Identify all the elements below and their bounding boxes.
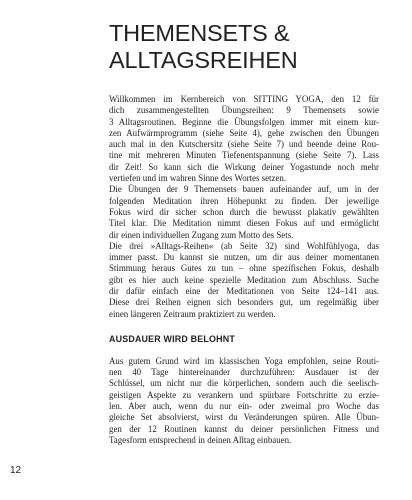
text-line: gen der 12 Routinen kannst du deiner persönlichen Fitness und <box>109 423 379 434</box>
text-line: folgenden Meditation ihren Höhepunkt zu finden. Der jeweilige <box>109 195 379 206</box>
text-line: gleiche Set absolvierst, wirst du Veränderungen spüren. Alle Übun- <box>109 412 379 423</box>
text-line: Aus gutem Grund wird im klassischen Yoga empfohlen, seine Routi- <box>109 355 379 366</box>
text-line: Die Übungen der 9 Themensets bauen aufeinander auf, um in der <box>109 184 379 195</box>
intro-paragraph-2 <box>109 184 379 240</box>
page-title <box>109 20 298 74</box>
text-line: immer passt. Du kannst sie nutzen, um dir aus deiner momentanen <box>109 252 379 263</box>
text-line: zen Aufwärmprogramm (siehe Seite 4), gehe zwischen den Übungen <box>109 127 379 138</box>
text-line: dich zusammengestellten Übungsreihen: 9 Themensets sowie <box>109 105 379 116</box>
text-line: einen längeren Zeitraum praktiziert zu werden. <box>109 308 276 319</box>
text-line: Willkommen im Kernbereich von SITTING YOGA, den 12 für <box>109 94 379 104</box>
page-title-line-1: THEMENSETS & <box>109 20 290 46</box>
text-line: Diese drei Reihen eignen sich besonders gut, um regelmäßig über <box>109 297 379 308</box>
text-line: Tagesform entsprechend in deinen Alltag einbauen. <box>109 434 292 445</box>
section-paragraph <box>109 356 379 446</box>
text-line: dir einen individuellen Zugang zum Motto des Sets. <box>109 229 294 240</box>
text-line: Die drei »Alltags-Reihen« (ab Seite 32) sind Wohlfühlyoga, das <box>109 240 379 251</box>
text-line: auch mal in den Kutschersitz (siehe Seite 7) und beende deine Rou- <box>109 139 379 150</box>
text-line: len. Aber auch, wenn du nur ein- oder zweimal pro Woche das <box>109 401 379 412</box>
text-line: vertiefen und im wahren Sinne des Wortes setzen. <box>109 173 287 184</box>
section-heading: AUSDAUER WIRD BELOHNT <box>109 334 235 344</box>
text-line: Titel klar. Die Meditation nimmt diesen Fokus auf und ermöglicht <box>109 218 379 229</box>
intro-text <box>109 94 379 320</box>
section-text <box>109 347 379 455</box>
page-number: 12 <box>10 465 22 476</box>
text-line: Fokus wird dir sicher schon durch die bewusst plakativ gewählten <box>109 206 379 217</box>
text-line: dir dafür einfach eine der Meditationen von Seite 124–141 aus. <box>109 286 379 297</box>
text-line: nen 40 Tage hintereinander durchzuführen: Ausdauer ist der <box>109 367 379 378</box>
text-line: Schlüssel, um nicht nur die körperlichen, sondern auch die seelisch- <box>109 378 379 389</box>
text-line: 3 Alltagsroutinen. Beginne die Übungsfolgen immer mit einem kur- <box>109 116 379 127</box>
intro-paragraph-1 <box>109 94 379 184</box>
text-line: Stimmung heraus Gutes zu tun – ohne spezifischen Fokus, deshalb <box>109 263 379 274</box>
text-line: tine mit mehreren Minuten Tiefenentspannung (siehe Seite 7). Lass <box>109 150 379 161</box>
text-line: dir Zeit! So kann sich die Wirkung deiner Yogastunde noch mehr <box>109 161 379 172</box>
text-line: geistigen Aspekte zu verankern und spürbare Fortschritte zu erzie- <box>109 389 379 400</box>
page-title-line-2: ALLTAGSREIHEN <box>109 47 298 73</box>
text-line: gibt es hier auch keine spezielle Meditation zum Abschluss. Suche <box>109 274 379 285</box>
intro-paragraph-3 <box>109 241 379 320</box>
